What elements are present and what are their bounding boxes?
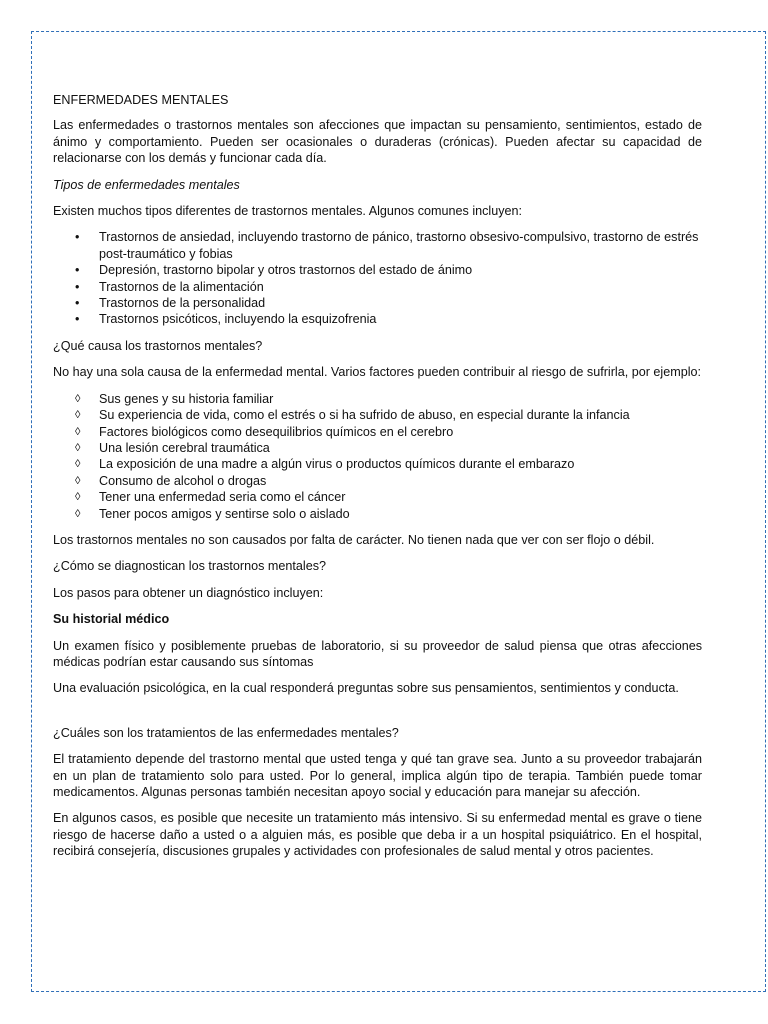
causes-list	[53, 391, 702, 522]
treatment-heading: ¿Cuáles son los tratamientos de las enfermedades mentales?	[53, 725, 399, 740]
list-item: ◊ Factores biológicos como desequilibrios químicos en el cerebro	[75, 424, 454, 439]
bullet-icon: •	[75, 230, 80, 245]
list-item: ◊ Consumo de alcohol o drogas	[75, 473, 267, 488]
diagnosis-heading: ¿Cómo se diagnostican los trastornos mentales?	[53, 559, 326, 574]
diamond-icon: ◊	[75, 491, 81, 504]
list-item: ◊ Sus genes y su historia familiar	[75, 391, 274, 406]
diamond-icon: ◊	[75, 392, 81, 405]
intro-paragraph: Las enfermedades o trastornos mentales son afecciones que impactan su pensamiento, sentimientos, estado de ánimo y comportamiento. Pueden ser ocasionales o duraderas (crónicas). Pueden afectar su capacidad de relacionarse con los demás y funcionar cada día.	[53, 118, 702, 166]
bullet-icon: •	[75, 296, 80, 311]
list-item: ◊ La exposición de una madre a algún virus o productos químicos durante el embarazo	[75, 457, 575, 472]
diamond-icon: ◊	[75, 409, 81, 422]
causes-intro: No hay una sola causa de la enfermedad mental. Varios factores pueden contribuir al riesgo de sufrirla, por ejemplo:	[53, 365, 702, 380]
list-item: • Trastornos de la personalidad	[75, 296, 266, 311]
history-paragraph-2: Una evaluación psicológica, en la cual responderá preguntas sobre sus pensamientos, sentimientos y conducta.	[53, 681, 679, 696]
list-item: ◊ Tener pocos amigos y sentirse solo o aislado	[75, 506, 350, 521]
diamond-icon: ◊	[75, 425, 81, 438]
bullet-icon: •	[75, 279, 80, 294]
list-item: ◊ Su experiencia de vida, como el estrés o si ha sufrido de abuso, en especial durante la infancia	[75, 408, 630, 423]
causes-heading: ¿Qué causa los trastornos mentales?	[53, 338, 263, 353]
list-item: • Trastornos de ansiedad, incluyendo trastorno de pánico, trastorno obsesivo-compulsivo, trastorno de estrés post-traumático y fobias	[75, 230, 699, 261]
list-item: ◊ Una lesión cerebral traumática	[75, 440, 270, 455]
treatment-paragraph-2: En algunos casos, es posible que necesite un tratamiento más intensivo. Si su enfermedad mental es grave o tiene riesgo de hacerse daño a usted o a alguien más, es posible que deba ir a un hospital psiquiátrico. En el hospital, recibirá consejería, discusiones grupales y actividades con profesionales de salud mental y otros pacientes.	[53, 811, 702, 859]
types-intro: Existen muchos tipos diferentes de trastornos mentales. Algunos comunes incluyen:	[53, 204, 523, 219]
causes-note: Los trastornos mentales no son causados por falta de carácter. No tienen nada que ver con ser flojo o débil.	[53, 532, 655, 547]
history-heading: Su historial médico	[53, 612, 170, 627]
bullet-icon: •	[75, 263, 80, 278]
bullet-icon: •	[75, 312, 80, 327]
document-title: ENFERMEDADES MENTALES	[53, 93, 229, 107]
diamond-icon: ◊	[75, 441, 81, 454]
list-item: • Trastornos psicóticos, incluyendo la esquizofrenia	[75, 312, 377, 327]
section-spacer	[53, 707, 702, 725]
types-heading: Tipos de enfermedades mentales	[53, 177, 240, 192]
list-item: • Trastornos de la alimentación	[75, 279, 264, 294]
list-item: ◊ Tener una enfermedad seria como el cáncer	[75, 490, 346, 505]
history-paragraph-1: Un examen físico y posiblemente pruebas de laboratorio, si su proveedor de salud piensa que otras afecciones médicas podrían estar causando sus síntomas	[53, 638, 702, 669]
treatment-paragraph-1: El tratamiento depende del trastorno mental que usted tenga y qué tan grave sea. Junto a su proveedor trabajarán en un plan de tratamiento solo para usted. Por lo general, implica algún tipo de terapia. También puede tomar medicamentos. Algunas personas también necesitan apoyo social y educación para manejar su afección.	[53, 752, 702, 799]
diamond-icon: ◊	[75, 458, 81, 471]
list-item: • Depresión, trastorno bipolar y otros trastornos del estado de ánimo	[75, 263, 473, 278]
diamond-icon: ◊	[75, 507, 81, 520]
types-list	[53, 229, 702, 327]
document-body	[53, 92, 702, 870]
diamond-icon: ◊	[75, 474, 81, 487]
diagnosis-intro: Los pasos para obtener un diagnóstico incluyen:	[53, 585, 324, 600]
